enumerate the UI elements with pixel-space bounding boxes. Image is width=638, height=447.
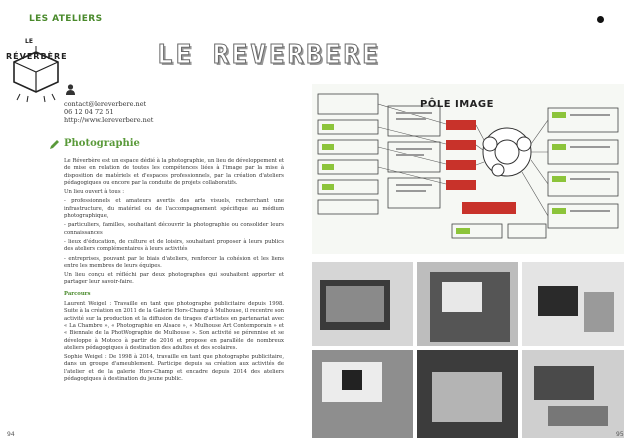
body-text [64, 158, 284, 385]
contact-email[interactable]: contact@lereverbere.net [64, 100, 147, 108]
photo-collage [312, 262, 624, 438]
page-marker-dot [597, 16, 604, 23]
section-label: LES ATELIERS [29, 14, 103, 24]
open-to-heading: Un lieu ouvert à tous : [64, 189, 125, 196]
parcours-heading: Parcours [64, 290, 91, 297]
page-number-right: 95 [616, 431, 624, 438]
pencil-icon [49, 139, 60, 150]
audience-bullet: - particuliers, familles, souhaitant découvrir la photographie ou consolider leurs connaissances [64, 222, 284, 236]
page-number-left: 94 [7, 431, 15, 438]
contact-phone: 06 12 04 72 51 [64, 108, 114, 117]
audience-bullet: - lieux d'éducation, de culture et de loisirs, souhaitant proposer à leurs publics des ateliers complémentaires à leurs activités [64, 238, 284, 253]
logo-top-text: LE [25, 38, 33, 45]
parcours-sophie: Sophie Weigel : De 1998 à 2014, travaille en tant que photographe publicitaire, dans un groupe d'ameublement. Participe depuis sa création aux activités de l'atelier et de la galerie Hors-Champ et encadre depuis 2014 des ateliers pédagogiques à destination du jeune public. [64, 354, 284, 383]
section-title: Photographie [64, 138, 140, 149]
contact-website[interactable]: http://www.lereverbere.net [64, 116, 154, 125]
reverbere-logo-icon [6, 36, 66, 106]
audience-bullet: - professionnels et amateurs avertis des arts visuels, recherchant une infrastructure, du matériel ou de l'accompagnement spécifique au médium photographique, [64, 198, 284, 220]
page-title: LE REVERBERE [157, 40, 381, 70]
logo-word: RÉVERBÈRE [6, 52, 68, 61]
diagram-title: PÔLE IMAGE [420, 99, 494, 110]
intro-paragraph: Le Réverbère est un espace dédié à la photographie, un lieu de développement et de mise en relation de toutes les compétences liées à l'image par la mise à disposition de matériels et d'espaces professionnels, par la création d'ateliers pédagogiques ou encore par la conduite de projets collaboratifs. [64, 158, 284, 186]
user-icon [66, 84, 75, 95]
parcours-laurent: Laurent Weigel : Travaille en tant que photographe publicitaire depuis 1998. Suite à la création en 2011 de la Galerie Hors-Champ à Mulhouse, il recentre son activité sur la production et la diffusion de tirages d'artistes en partenariat avec « La Chambre », « Photographie en Alsace », « Mulhouse Art Contemporain » et « Biennale de la PhotWographie de Mulhouse ». Son activité se pérennise et se développe à Motoco à partir de 2016 et propose en parallèle de nombreux ateliers pédagogiques à destination des adultes et des scolaires. [64, 301, 284, 351]
audience-bullet: - entreprises, pouvant par le biais d'ateliers, renforcer la cohésion et les liens entre les membres de leurs équipes. [64, 255, 284, 269]
contact-block [64, 100, 153, 125]
closing-paragraph: Un lieu conçu et réfléchi par deux photographes qui souhaitent apporter et partager leur savoir-faire. [64, 272, 284, 286]
